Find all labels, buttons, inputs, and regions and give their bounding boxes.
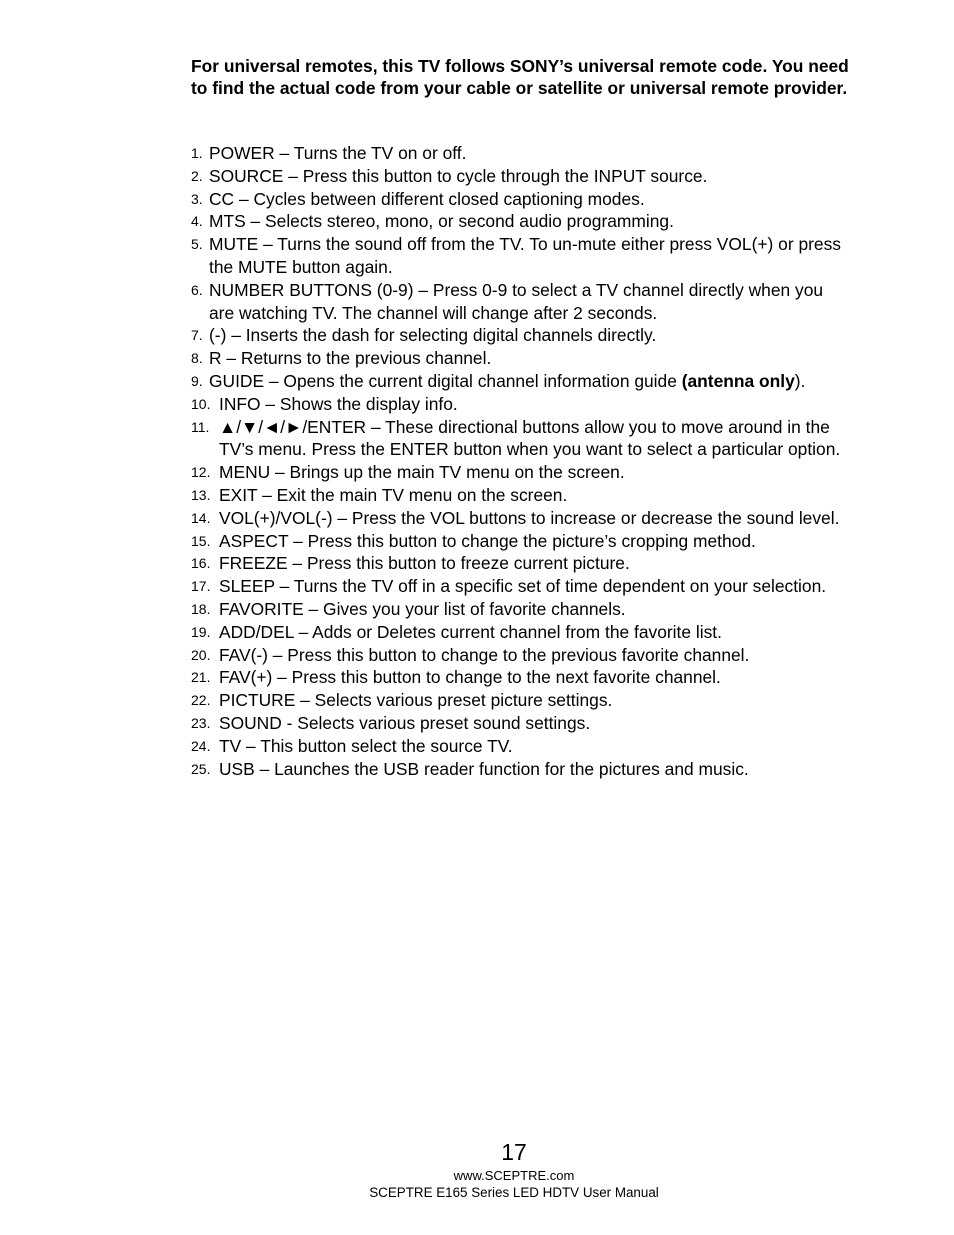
item-number: 18.	[191, 600, 211, 617]
item-text: ▲/▼/◄/►/ENTER – These directional buttons allow you to move around in the TV’s menu. Press the ENTER button when you want to select a particular option.	[219, 416, 841, 460]
item-text: MTS – Selects stereo, mono, or second audio programming.	[209, 211, 674, 232]
item-text: FAV(+) – Press this button to change to the next favorite channel.	[219, 667, 721, 688]
item-number: 8.	[191, 350, 203, 367]
list-item	[191, 689, 851, 712]
website-url: www.SCEPTRE.com	[453, 1168, 575, 1183]
item-text: VOL(+)/VOL(-) – Press the VOL buttons to increase or decrease the sound level.	[219, 507, 840, 528]
item-text: SOURCE – Press this button to cycle through the INPUT source.	[209, 165, 708, 186]
item-number: 12.	[191, 464, 211, 481]
item-text: USB – Launches the USB reader function for the pictures and music.	[219, 758, 749, 779]
item-text: EXIT – Exit the main TV menu on the screen.	[219, 484, 568, 505]
item-number: 22.	[191, 692, 211, 709]
list-item	[191, 393, 851, 416]
item-number: 23.	[191, 714, 211, 731]
item-text: NUMBER BUTTONS (0-9) – Press 0-9 to select a TV channel directly when you are watching TV. The channel will change after 2 seconds.	[209, 279, 824, 323]
item-text: R – Returns to the previous channel.	[209, 348, 492, 369]
item-text: SLEEP – Turns the TV off in a specific set of time dependent on your selection.	[219, 576, 827, 597]
list-item	[191, 347, 851, 370]
item-text	[191, 370, 851, 393]
list-item	[191, 735, 851, 758]
item-text: TV – This button select the source TV.	[219, 735, 513, 756]
list-item	[191, 575, 851, 598]
list-item	[191, 644, 851, 667]
item-text: FREEZE – Press this button to freeze current picture.	[219, 553, 630, 574]
list-item	[191, 370, 851, 393]
list-item	[191, 416, 851, 462]
manual-title: SCEPTRE E165 Series LED HDTV User Manual	[369, 1185, 659, 1200]
item-text: MUTE – Turns the sound off from the TV. To un-mute either press VOL(+) or press the MUTE button again.	[209, 234, 841, 277]
list-item	[191, 233, 851, 279]
list-item	[191, 165, 851, 188]
item-text: MENU – Brings up the main TV menu on the screen.	[219, 462, 625, 483]
remote-button-list	[191, 142, 851, 780]
item-number: 3.	[191, 190, 203, 207]
item-number: 19.	[191, 623, 211, 640]
list-item	[191, 507, 851, 530]
item-number: 25.	[191, 760, 211, 777]
list-item	[191, 484, 851, 507]
item-text: ADD/DEL – Adds or Deletes current channel from the favorite list.	[219, 621, 722, 642]
item-number: 14.	[191, 509, 211, 526]
item-text: ASPECT – Press this button to change the picture’s cropping method.	[219, 530, 756, 551]
item-number: 10.	[191, 395, 211, 412]
list-item	[191, 279, 851, 325]
item-number: 11.	[191, 418, 210, 435]
guide-text: GUIDE – Opens the current digital channel information guide	[209, 370, 682, 391]
item-number: 17.	[191, 578, 211, 595]
list-item	[191, 712, 851, 735]
list-item	[191, 188, 851, 211]
item-number: 16.	[191, 555, 211, 572]
list-item	[191, 666, 851, 689]
list-item	[191, 142, 851, 165]
antenna-only-note: (antenna only	[681, 370, 795, 391]
page-number: 17	[501, 1139, 527, 1165]
item-number: 9.	[191, 372, 203, 389]
list-item	[191, 758, 851, 781]
item-number: 5.	[191, 236, 203, 253]
guide-text-end: ).	[794, 370, 806, 391]
universal-remote-note: For universal remotes, this TV follows SONY’s universal remote code. You need to find the actual code from your cable or satellite or universal remote provider.	[191, 56, 849, 98]
list-item	[191, 324, 851, 347]
list-item	[191, 598, 851, 621]
list-item	[191, 210, 851, 233]
item-number: 20.	[191, 646, 211, 663]
item-text: (-) – Inserts the dash for selecting digital channels directly.	[209, 325, 657, 346]
item-number: 15.	[191, 532, 211, 549]
item-text: INFO – Shows the display info.	[219, 393, 458, 414]
item-text: POWER – Turns the TV on or off.	[209, 143, 467, 163]
item-text: PICTURE – Selects various preset picture settings.	[219, 690, 613, 711]
item-text: CC – Cycles between different closed captioning modes.	[209, 188, 645, 209]
list-item	[191, 552, 851, 575]
item-number: 13.	[191, 486, 211, 503]
item-number: 7.	[191, 327, 203, 344]
item-text: FAV(-) – Press this button to change to the previous favorite channel.	[219, 644, 750, 665]
item-number: 21.	[191, 669, 211, 686]
item-number: 2.	[191, 167, 203, 184]
item-number: 6.	[191, 281, 203, 298]
item-text: FAVORITE – Gives you your list of favorite channels.	[219, 598, 626, 619]
list-item	[191, 621, 851, 644]
item-number: 4.	[191, 213, 203, 230]
list-item	[191, 461, 851, 484]
item-number: 24.	[191, 737, 211, 754]
item-text: SOUND - Selects various preset sound settings.	[219, 712, 591, 733]
list-item	[191, 530, 851, 553]
item-number: 1.	[191, 145, 203, 161]
